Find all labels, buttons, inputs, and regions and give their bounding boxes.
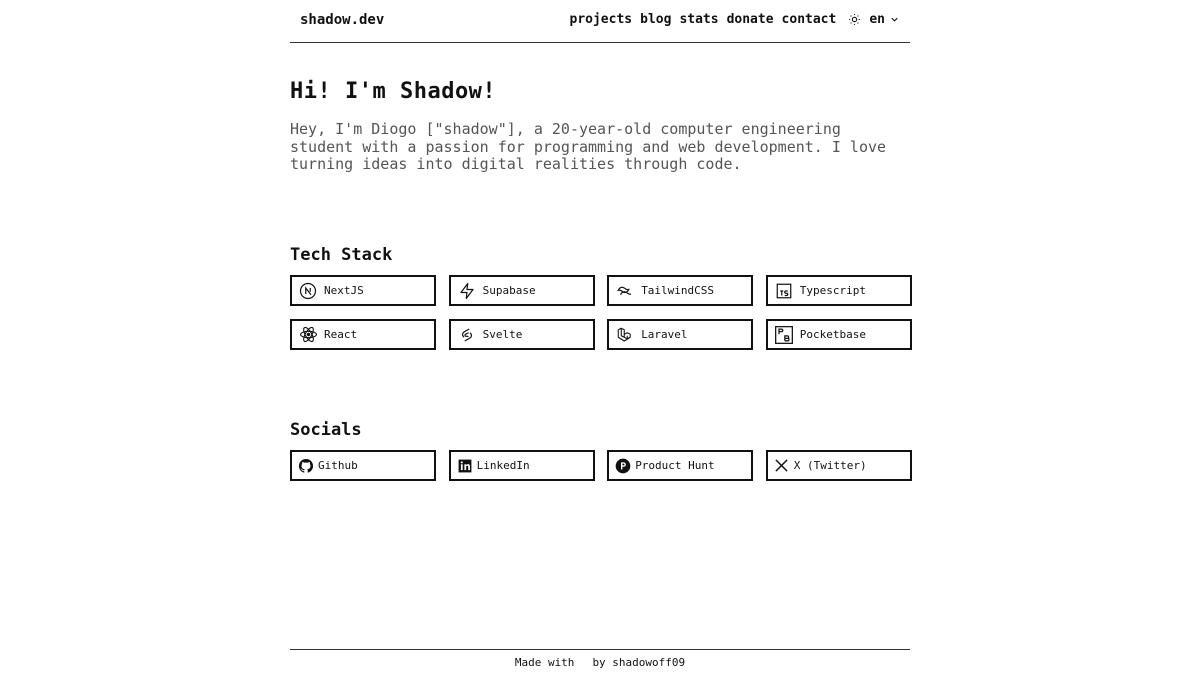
tech-item-label: Pocketbase	[799, 328, 867, 341]
tech-item-tailwindcss[interactable]	[607, 275, 753, 306]
footer-author[interactable]: by shadowoff09	[592, 656, 686, 669]
nav-stats[interactable]: stats	[679, 12, 719, 27]
nav-blog[interactable]: blog	[640, 12, 672, 27]
tech-item-react[interactable]	[290, 319, 436, 350]
supabase-icon	[457, 281, 477, 301]
tech-item-pocketbase[interactable]	[766, 319, 912, 350]
laravel-icon	[615, 325, 635, 345]
github-icon	[298, 456, 314, 476]
nextjs-icon	[298, 281, 318, 301]
react-icon	[298, 325, 318, 345]
tech-stack-title: Tech Stack	[290, 245, 393, 265]
tech-item-label: Svelte	[482, 328, 523, 341]
producthunt-icon	[615, 456, 631, 476]
site-header	[290, 0, 910, 43]
footer-made-with: Made with	[514, 656, 575, 669]
nav-contact[interactable]: contact	[781, 12, 837, 27]
social-link-github[interactable]	[290, 450, 436, 481]
socials-title: Socials	[290, 420, 362, 440]
svelte-icon	[457, 325, 477, 345]
page-title: Hi! I'm Shadow!	[290, 79, 497, 104]
social-label: Product Hunt	[635, 459, 715, 472]
tech-item-label: React	[324, 328, 358, 341]
social-label: LinkedIn	[476, 459, 530, 472]
tech-item-supabase[interactable]	[449, 275, 595, 306]
site-footer	[290, 649, 910, 676]
social-label: X (Twitter)	[793, 459, 867, 472]
tech-item-typescript[interactable]	[766, 275, 912, 306]
social-label: Github	[318, 459, 358, 472]
tech-item-label: TailwindCSS	[641, 284, 715, 297]
pocketbase-icon	[774, 325, 794, 345]
tech-item-label: Laravel	[641, 328, 688, 341]
x-icon	[774, 456, 790, 476]
linkedin-icon	[457, 456, 473, 476]
tech-item-label: Supabase	[482, 284, 536, 297]
socials-grid	[290, 450, 910, 481]
tech-item-laravel[interactable]	[607, 319, 753, 350]
site-logo[interactable]: shadow.dev	[300, 12, 385, 28]
tech-item-nextjs[interactable]	[290, 275, 436, 306]
social-link-linkedin[interactable]	[449, 450, 595, 481]
social-link-producthunt[interactable]	[607, 450, 753, 481]
nav-projects[interactable]: projects	[569, 12, 633, 27]
social-link-x-twitter[interactable]	[766, 450, 912, 481]
sun-icon[interactable]	[848, 13, 861, 26]
tailwind-icon	[615, 281, 635, 301]
tech-item-svelte[interactable]	[449, 319, 595, 350]
main-nav	[570, 12, 901, 27]
chevron-down-icon[interactable]	[889, 14, 900, 25]
tech-item-label: NextJS	[324, 284, 364, 297]
tech-stack-grid	[290, 275, 910, 350]
language-selector[interactable]: en	[869, 12, 885, 27]
nav-donate[interactable]: donate	[726, 12, 774, 27]
intro-text: Hey, I'm Diogo ["shadow"], a 20-year-old computer engineering student with a passion for programming and web development. I love turning ideas into digital realities through code.	[290, 120, 887, 174]
tech-item-label: Typescript	[799, 284, 867, 297]
typescript-icon	[774, 281, 794, 301]
